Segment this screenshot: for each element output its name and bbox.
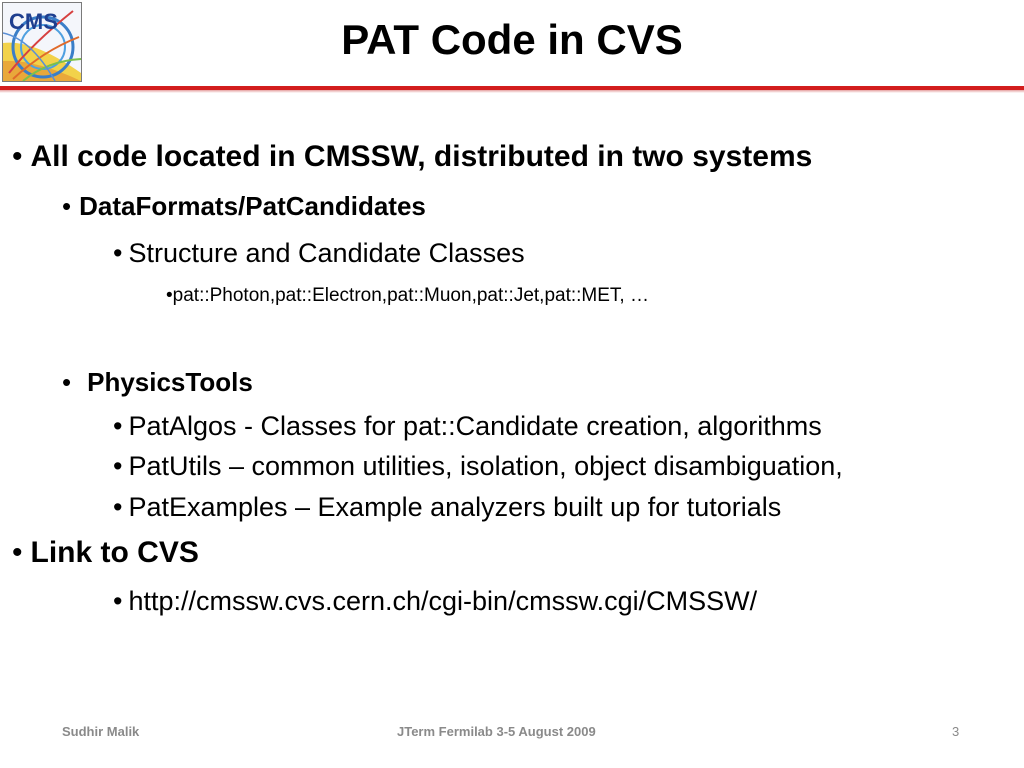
bullet-all-code: [12, 140, 812, 173]
bullet-text: PatExamples – Example analyzers built up for tutorials: [128, 492, 782, 522]
footer-event: JTerm Fermilab 3-5 August 2009: [397, 724, 596, 739]
bullet-pat-classes: •pat::Photon,pat::Electron,pat::Muon,pat::Jet,pat::MET, …: [166, 285, 649, 306]
bullet-patexamples: [113, 493, 781, 523]
bullet-text: Link to CVS: [30, 536, 199, 569]
bullet-dot: •: [12, 536, 23, 569]
bullet-physicstools: [62, 368, 253, 397]
bullet-text: All code located in CMSSW, distributed in two systems: [30, 140, 813, 173]
svg-text:CMS: CMS: [9, 9, 58, 34]
bullet-text: PhysicsTools: [87, 367, 253, 397]
bullet-text: DataFormats/PatCandidates: [79, 191, 426, 221]
bullet-structure-classes: [113, 239, 525, 269]
cvs-url-link[interactable]: http://cmssw.cvs.cern.ch/cgi-bin/cmssw.cgi/CMSSW/: [128, 586, 758, 616]
bullet-link-to-cvs: [12, 536, 199, 569]
bullet-dot: •: [113, 492, 123, 522]
bullet-patutils: [113, 452, 843, 482]
footer-page-number: 3: [952, 724, 960, 739]
slide-title: PAT Code in CVS: [341, 16, 683, 63]
bullet-dot: •: [113, 411, 123, 441]
bullet-dot: •: [62, 367, 72, 397]
bullet-dot: •: [113, 586, 123, 616]
bullet-dot: •: [62, 191, 72, 221]
bullet-text: PatUtils – common utilities, isolation, object disambiguation,: [128, 451, 843, 481]
bullet-dot: •: [113, 451, 123, 481]
bullet-text: Structure and Candidate Classes: [128, 238, 525, 268]
bullet-text: PatAlgos - Classes for pat::Candidate creation, algorithms: [128, 411, 822, 441]
title-divider-shadow: [0, 90, 1024, 93]
bullet-dot: •: [12, 140, 23, 173]
bullet-cvs-url: [113, 587, 757, 617]
bullet-dot: •: [113, 238, 123, 268]
footer-author: Sudhir Malik: [62, 724, 140, 739]
bullet-dataformats: [62, 192, 426, 221]
bullet-patalgos: [113, 412, 822, 442]
